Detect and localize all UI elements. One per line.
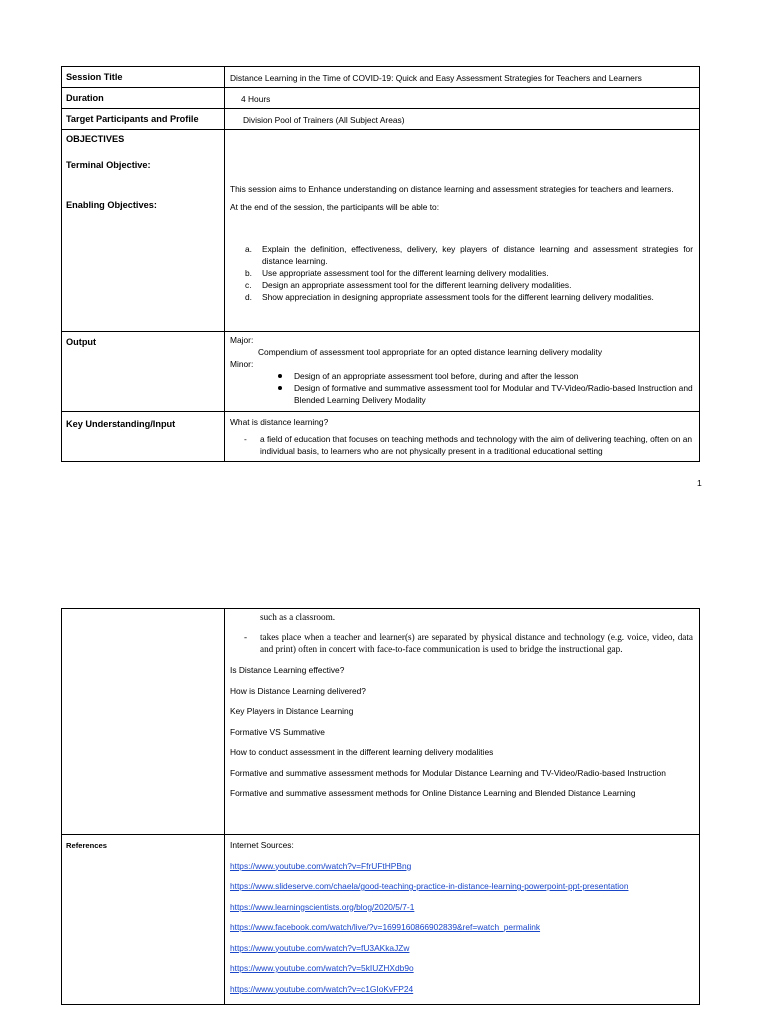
terminal-objective-label: Terminal Objective: xyxy=(66,160,151,170)
reference-link[interactable]: https://www.learningscientists.org/blog/2020/5/7-1 xyxy=(230,901,415,912)
session-plan-table-page2 xyxy=(61,608,700,1005)
label-session-title: Session Title xyxy=(62,67,225,88)
definition-item: - a field of education that focuses on teaching methods and technology with the aim of delivering teaching, often on an individual basis, to learners who are not physically present in a traditional educational setting xyxy=(244,434,693,456)
objective-item xyxy=(230,243,693,267)
objective-marker: c. xyxy=(245,280,252,290)
reference-link[interactable]: https://www.youtube.com/watch?v=fU3AKkaJZw xyxy=(230,942,410,953)
key-understanding-cont-content xyxy=(225,609,700,835)
topic-item: Is Distance Learning effective? xyxy=(230,665,345,675)
enabling-objectives-label: Enabling Objectives: xyxy=(66,200,157,210)
value-participants: Division Pool of Trainers (All Subject Areas) xyxy=(225,109,700,130)
label-output: Output xyxy=(62,332,225,412)
enabling-objectives-list xyxy=(230,243,693,303)
key-understanding-content xyxy=(225,412,700,462)
objective-marker: b. xyxy=(245,268,252,278)
row-participants xyxy=(62,109,700,130)
definition-text: a field of education that focuses on teaching methods and technology with the aim of delivering teaching, often on an individual basis, to learners who are not physically present in a traditional educational setting xyxy=(260,434,693,456)
value-session-title: Distance Learning in the Time of COVID-19: Quick and Easy Assessment Strategies for Teachers and Learners xyxy=(225,67,700,88)
objective-item xyxy=(230,279,693,291)
definition-list xyxy=(230,433,693,457)
topic-item: Formative and summative assessment methods for Modular Distance Learning and TV-Video/Radio-based Instruction xyxy=(230,767,666,778)
minor-item xyxy=(230,370,693,382)
minor-item-text: Design of formative and summative assessment tool for Modular and TV-Video/Radio-based Instruction and Blended Learning Delivery Modality xyxy=(294,383,693,405)
label-participants: Target Participants and Profile xyxy=(62,109,225,130)
objective-text: Explain the definition, effectiveness, delivery, key players of distance learning and assessment strategies for distance learning. xyxy=(262,244,693,266)
objectives-intro: At the end of the session, the participants will be able to: xyxy=(230,202,440,212)
row-key-understanding-cont xyxy=(62,609,700,835)
topic-item: How is Distance Learning delivered? xyxy=(230,685,366,696)
row-objectives xyxy=(62,130,700,332)
terminal-objective-text: This session aims to Enhance understanding on distance learning and assessment strategies for teachers and learners. xyxy=(230,184,674,194)
objective-item xyxy=(230,267,693,279)
bullet-icon xyxy=(278,386,282,390)
bullet-icon xyxy=(278,374,282,378)
objectives-heading: OBJECTIVES xyxy=(66,134,125,144)
minor-item-text: Design of an appropriate assessment tool before, during and after the lesson xyxy=(294,371,579,381)
objectives-content xyxy=(225,130,700,332)
session-plan-table-page1 xyxy=(61,66,700,462)
objective-text: Design an appropriate assessment tool for the different learning delivery modalities. xyxy=(262,280,572,290)
objective-item xyxy=(230,291,693,303)
references-heading: Internet Sources: xyxy=(230,840,294,850)
reference-link[interactable]: https://www.youtube.com/watch?v=FfrUFtHPBng xyxy=(230,860,412,871)
topic-item: How to conduct assessment in the different learning delivery modalities xyxy=(230,747,494,757)
reference-link[interactable]: https://www.youtube.com/watch?v=5kIUZHXdb9o xyxy=(230,963,414,973)
reference-link[interactable]: https://www.facebook.com/watch/live/?v=1699160866902839&ref=watch_permalink xyxy=(230,922,541,932)
objectives-labels xyxy=(62,130,225,332)
output-content xyxy=(225,332,700,412)
reference-link[interactable]: https://www.slideserve.com/chaela/good-teaching-practice-in-distance-learning-powerpoint-ppt-presentation xyxy=(230,881,629,891)
output-major-label: Major: xyxy=(230,335,254,345)
references-content xyxy=(225,835,700,1005)
empty-label-cell xyxy=(62,609,225,835)
definition-list-cont xyxy=(230,631,693,655)
topic-item: Formative VS Summative xyxy=(230,726,325,737)
objective-marker: a. xyxy=(245,244,252,254)
question-distance-learning: What is distance learning? xyxy=(230,417,329,427)
row-key-understanding xyxy=(62,412,700,462)
output-major-text: Compendium of assessment tool appropriate for an opted distance learning delivery modality xyxy=(258,347,603,357)
objective-text: Use appropriate assessment tool for the different learning delivery modalities. xyxy=(262,268,549,278)
row-session-title xyxy=(62,67,700,88)
label-key-understanding: Key Understanding/Input xyxy=(62,412,225,462)
topics-list xyxy=(230,664,693,799)
output-minor-label: Minor: xyxy=(230,359,254,369)
page-number: 1 xyxy=(697,478,702,488)
label-duration: Duration xyxy=(62,88,225,109)
minor-item xyxy=(230,382,693,406)
topic-item: Formative and summative assessment methods for Online Distance Learning and Blended Distance Learning xyxy=(230,788,636,798)
label-references: References xyxy=(62,835,225,1005)
row-duration xyxy=(62,88,700,109)
row-output xyxy=(62,332,700,412)
objective-text: Show appreciation in designing appropriate assessment tools for the different learning delivery modalities. xyxy=(262,292,654,302)
output-minor-list xyxy=(230,370,693,406)
definition-item: - takes place when a teacher and learner(s) are separated by physical distance and technology (e.g. voice, video, data and print) often in concert with face-to-face communication is used to bridge the instructional gap. xyxy=(244,632,693,654)
objective-marker: d. xyxy=(245,292,252,302)
definition-text: takes place when a teacher and learner(s) are separated by physical distance and technology (e.g. voice, video, data and print) often in concert with face-to-face communication is used to bridge the instructional gap. xyxy=(260,632,693,654)
reference-link[interactable]: https://www.youtube.com/watch?v=c1GIoKvFP24 xyxy=(230,983,414,994)
value-duration: 4 Hours xyxy=(225,88,700,109)
row-references xyxy=(62,835,700,1005)
topic-item: Key Players in Distance Learning xyxy=(230,706,354,716)
continued-text: such as a classroom. xyxy=(260,612,336,622)
